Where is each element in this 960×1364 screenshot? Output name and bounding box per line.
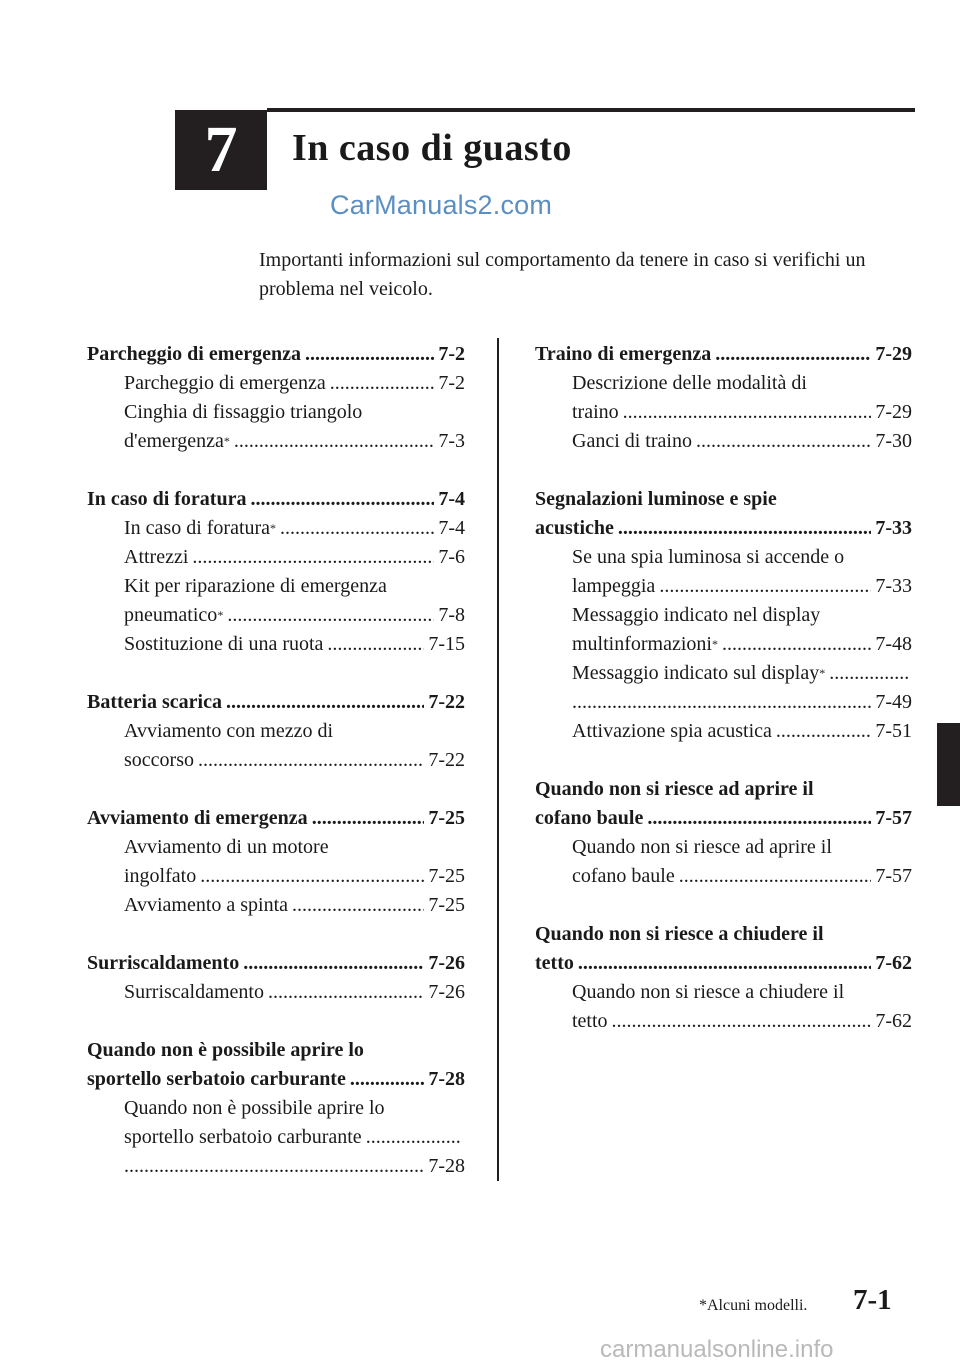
toc-entry-line[interactable]: [87, 427, 465, 456]
toc-entry-text: Quando non è possibile aprire lo: [124, 1097, 385, 1119]
toc-entry-text: cofano baule: [572, 865, 675, 887]
toc-entry-text: Batteria scarica: [87, 691, 222, 713]
toc-heading-line: [535, 775, 912, 804]
toc-entry-text: Quando non si riesce ad aprire il: [572, 836, 832, 858]
toc-page-ref[interactable]: 7-28: [428, 1155, 465, 1177]
toc-entry-line[interactable]: [87, 543, 465, 572]
toc-entry-text: Descrizione delle modalità di: [572, 372, 807, 394]
chapter-number-box: 7: [175, 110, 267, 190]
toc-entry-text: Surriscaldamento: [87, 952, 240, 974]
dot-leader: [292, 891, 424, 920]
dot-leader: [623, 398, 872, 427]
dot-leader: [715, 340, 871, 369]
dot-leader: [572, 688, 871, 717]
toc-entry-text: Quando non è possibile aprire lo: [87, 1039, 364, 1061]
toc-entry-line: [87, 398, 465, 427]
page-number: 7-1: [853, 1284, 892, 1316]
dot-leader: [250, 485, 434, 514]
toc-entry-line[interactable]: [535, 572, 912, 601]
toc-entry-text: Avviamento con mezzo di: [124, 720, 334, 742]
footnote: *Alcuni modelli.: [699, 1297, 808, 1314]
dot-leader: [227, 601, 434, 630]
toc-entry-text: cofano baule: [535, 807, 644, 829]
toc-entry-line: [535, 369, 912, 398]
dot-leader: [192, 543, 434, 572]
toc-entry-line[interactable]: [535, 398, 912, 427]
toc-section: [87, 949, 465, 1007]
toc-entry-line[interactable]: [87, 1123, 465, 1152]
header-rule: [267, 108, 915, 112]
dot-leader: [305, 340, 434, 369]
toc-page-ref[interactable]: 7-57: [875, 807, 912, 829]
toc-entry-text: In caso di foratura: [124, 517, 271, 539]
toc-heading-line[interactable]: [87, 804, 465, 833]
toc-page-ref[interactable]: 7-25: [428, 865, 465, 887]
dot-leader: [350, 1065, 424, 1094]
dot-leader: [612, 1007, 872, 1036]
toc-entry-line: [87, 717, 465, 746]
toc-entry-text: Parcheggio di emergenza: [87, 343, 302, 365]
toc-entry-text: Surriscaldamento: [124, 981, 264, 1003]
toc-entry-text: Segnalazioni luminose e spie: [535, 488, 777, 510]
toc-entry-line[interactable]: [87, 891, 465, 920]
toc-section: [87, 804, 465, 920]
toc-entry-line[interactable]: [535, 659, 912, 688]
dot-leader: [696, 427, 871, 456]
toc-page-ref[interactable]: 7-3: [438, 430, 465, 452]
toc-entry-line[interactable]: [87, 1152, 465, 1181]
footnote-star: *: [819, 666, 826, 680]
toc-entry-line[interactable]: [87, 630, 465, 659]
toc-page-ref[interactable]: 7-22: [428, 691, 465, 713]
dot-leader: [327, 630, 424, 659]
toc-page-ref[interactable]: 7-29: [875, 343, 912, 365]
dot-leader: [243, 949, 424, 978]
toc-section: [87, 340, 465, 456]
toc-page-ref[interactable]: 7-25: [428, 807, 465, 829]
toc-page-ref[interactable]: 7-51: [875, 720, 912, 742]
toc-entry-line[interactable]: [87, 746, 465, 775]
toc-page-ref[interactable]: 7-29: [875, 401, 912, 423]
dot-leader: [330, 369, 435, 398]
dot-leader: [200, 862, 424, 891]
toc-page-ref[interactable]: 7-2: [438, 372, 465, 394]
toc-entry-line[interactable]: [535, 630, 912, 659]
toc-section: [535, 340, 912, 456]
toc-page-ref[interactable]: 7-48: [875, 633, 912, 655]
dot-leader: [124, 1152, 424, 1181]
toc-entry-line[interactable]: [87, 514, 465, 543]
dot-leader: [647, 804, 871, 833]
toc-entry-text: Avviamento di un motore: [124, 836, 329, 858]
toc-section: [535, 775, 912, 891]
toc-entry-line[interactable]: [535, 427, 912, 456]
toc-entry-text: lampeggia: [572, 575, 656, 597]
dot-leader: [578, 949, 871, 978]
toc-entry-line[interactable]: [535, 717, 912, 746]
dot-leader: [776, 717, 871, 746]
toc-entry-text: Ganci di traino: [572, 430, 692, 452]
toc-entry-text: tetto: [572, 1010, 608, 1032]
toc-entry-line: [87, 833, 465, 862]
toc-entry-text: Se una spia luminosa si accende o: [572, 546, 845, 568]
footnote-star: *: [217, 608, 224, 622]
toc-entry-line[interactable]: [87, 601, 465, 630]
toc-page-ref[interactable]: 7-2: [438, 343, 465, 365]
dot-leader: [234, 427, 434, 456]
toc-entry-text: Messaggio indicato sul display: [572, 662, 820, 684]
toc-entry-line[interactable]: [87, 369, 465, 398]
footnote-star: *: [223, 434, 230, 448]
toc-heading-line: [87, 1036, 465, 1065]
chapter-thumb-tab: [937, 723, 960, 806]
toc-entry-text: d'emergenza: [124, 430, 224, 452]
toc-entry-line[interactable]: [535, 688, 912, 717]
toc-page-ref[interactable]: 7-57: [875, 865, 912, 887]
toc-entry-line: [87, 572, 465, 601]
toc-page-ref[interactable]: 7-33: [875, 575, 912, 597]
dot-leader: [198, 746, 424, 775]
toc-heading-line[interactable]: [535, 949, 912, 978]
toc-page-ref[interactable]: 7-62: [875, 952, 912, 974]
toc-heading-line[interactable]: [87, 1065, 465, 1094]
toc-heading-line[interactable]: [535, 804, 912, 833]
toc-page-ref[interactable]: 7-4: [438, 517, 465, 539]
dot-leader: [659, 572, 871, 601]
toc-entry-text: Attrezzi: [124, 546, 189, 568]
toc-page-ref[interactable]: 7-25: [428, 894, 465, 916]
toc-entry-text: Parcheggio di emergenza: [124, 372, 326, 394]
toc-entry-text: Quando non si riesce a chiudere il: [535, 923, 824, 945]
toc-section: [87, 688, 465, 775]
watermark: CarManuals2.com: [330, 190, 553, 220]
toc-heading-line[interactable]: [87, 688, 465, 717]
toc-section: [87, 485, 465, 659]
dot-leader: [722, 630, 871, 659]
toc-entry-text: Cinghia di fissaggio triangolo: [124, 401, 363, 423]
toc-entry-line: [535, 543, 912, 572]
toc-entry-line[interactable]: [535, 1007, 912, 1036]
dot-leader: [366, 1123, 461, 1152]
toc-entry-text: sportello serbatoio carburante: [124, 1126, 362, 1148]
toc-entry-line: [535, 833, 912, 862]
toc-page-ref[interactable]: 7-62: [875, 1010, 912, 1032]
toc-left-column: [87, 340, 465, 1210]
toc-entry-text: Sostituzione di una ruota: [124, 633, 324, 655]
site-watermark: carmanualsonline.info: [600, 1336, 834, 1363]
toc-page-ref[interactable]: 7-4: [438, 488, 465, 510]
toc-page-ref[interactable]: 7-30: [875, 430, 912, 452]
toc-page-ref[interactable]: 7-22: [428, 749, 465, 771]
dot-leader: [829, 659, 908, 688]
toc-entry-line: [87, 1094, 465, 1123]
toc-heading-line: [535, 920, 912, 949]
toc-heading-line[interactable]: [535, 340, 912, 369]
toc-heading-line[interactable]: [87, 485, 465, 514]
toc-entry-text: Kit per riparazione di emergenza: [124, 575, 387, 597]
toc-heading-line[interactable]: [87, 340, 465, 369]
dot-leader: [312, 804, 425, 833]
toc-entry-line[interactable]: [535, 862, 912, 891]
column-divider: [497, 338, 499, 1181]
toc-entry-line[interactable]: [87, 862, 465, 891]
toc-entry-text: Quando non si riesce ad aprire il: [535, 778, 814, 800]
chapter-title: In caso di guasto: [292, 127, 572, 169]
toc-page-ref[interactable]: 7-8: [438, 604, 465, 626]
toc-entry-text: traino: [572, 401, 619, 423]
toc-entry-text: In caso di foratura: [87, 488, 247, 510]
toc-entry-text: Quando non si riesce a chiudere il: [572, 981, 845, 1003]
toc-entry-text: Messaggio indicato nel display: [572, 604, 821, 626]
toc-entry-text: multinformazioni: [572, 633, 712, 655]
toc-heading-line[interactable]: [535, 514, 912, 543]
chapter-intro: Importanti informazioni sul comportamento da tenere in caso si verifichi un problema nel veicolo.: [259, 249, 866, 300]
toc-page-ref[interactable]: 7-15: [428, 633, 465, 655]
toc-page-ref[interactable]: 7-49: [875, 691, 912, 713]
toc-entry-text: acustiche: [535, 517, 614, 539]
dot-leader: [226, 688, 424, 717]
toc-section: [87, 1036, 465, 1181]
toc-entry-text: Avviamento di emergenza: [87, 807, 308, 829]
footnote-star: *: [711, 637, 718, 651]
toc-entry-line: [535, 601, 912, 630]
toc-section: [535, 920, 912, 1036]
toc-page-ref[interactable]: 7-26: [428, 981, 465, 1003]
toc-entry-line: [535, 978, 912, 1007]
toc-heading-line[interactable]: [87, 949, 465, 978]
toc-entry-text: ingolfato: [124, 865, 197, 887]
dot-leader: [679, 862, 872, 891]
toc-entry-text: Avviamento a spinta: [124, 894, 289, 916]
dot-leader: [268, 978, 424, 1007]
dot-leader: [280, 514, 434, 543]
toc-right-column: [535, 340, 912, 1065]
toc-entry-text: tetto: [535, 952, 574, 974]
toc-entry-text: sportello serbatoio carburante: [87, 1068, 346, 1090]
toc-entry-text: pneumatico: [124, 604, 218, 626]
toc-entry-line[interactable]: [87, 978, 465, 1007]
toc-page-ref[interactable]: 7-28: [428, 1068, 465, 1090]
dot-leader: [618, 514, 871, 543]
toc-entry-text: Traino di emergenza: [535, 343, 712, 365]
footnote-star: *: [270, 521, 277, 535]
toc-page-ref[interactable]: 7-6: [438, 546, 465, 568]
toc-entry-text: Attivazione spia acustica: [572, 720, 772, 742]
toc-page-ref[interactable]: 7-33: [875, 517, 912, 539]
toc-page-ref[interactable]: 7-26: [428, 952, 465, 974]
toc-entry-text: soccorso: [124, 749, 194, 771]
toc-heading-line: [535, 485, 912, 514]
toc-section: [535, 485, 912, 746]
